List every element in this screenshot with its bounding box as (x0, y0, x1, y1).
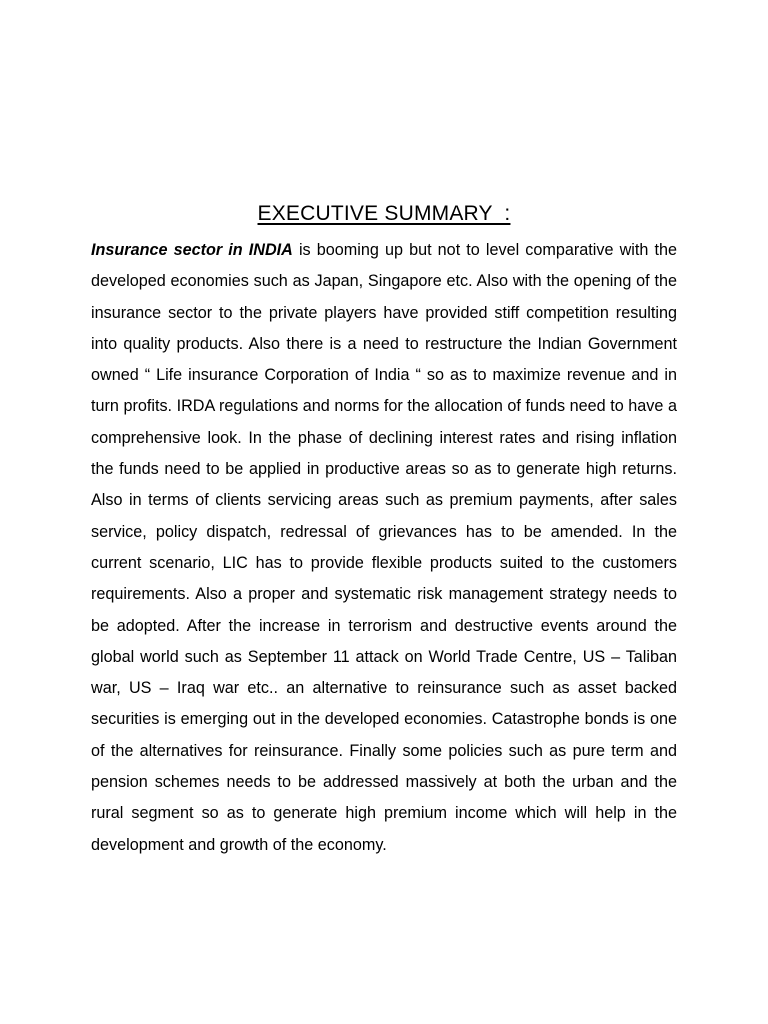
page-title: EXECUTIVE SUMMARY : (257, 202, 511, 225)
lead-phrase: Insurance sector in INDIA (91, 241, 293, 259)
paragraph-text: is booming up but not to level comparative with the developed economies such as Japan, Singapore etc. Also with the opening of the insurance sector to the private players have provided stiff competition resulting into quality products. Also there is a need to restructure the Indian Government owned “ Life insurance Corporation of India “ so as to maximize revenue and in turn profits. IRDA regulations and norms for the allocation of funds need to have a comprehensive look. In the phase of declining interest rates and rising inflation the funds need to be applied in productive areas so as to generate high returns. Also in terms of clients servicing areas such as premium payments, after sales service, policy dispatch, redressal of grievances has to be amended. In the current scenario, LIC has to provide flexible products suited to the customers requirements. Also a proper and systematic risk management strategy needs to be adopted. After the increase in terrorism and destructive events around the global world such as September 11 attack on World Trade Centre, US – Taliban war, US – Iraq war etc.. an alternative to reinsurance such as asset backed securities is emerging out in the developed economies. Catastrophe bonds is one of the alternatives for reinsurance. Finally some policies such as pure term and pension schemes needs to be addressed massively at both the urban and the rural segment so as to generate high premium income which will help in the development and growth of the economy. (91, 241, 677, 854)
summary-paragraph (91, 235, 677, 861)
